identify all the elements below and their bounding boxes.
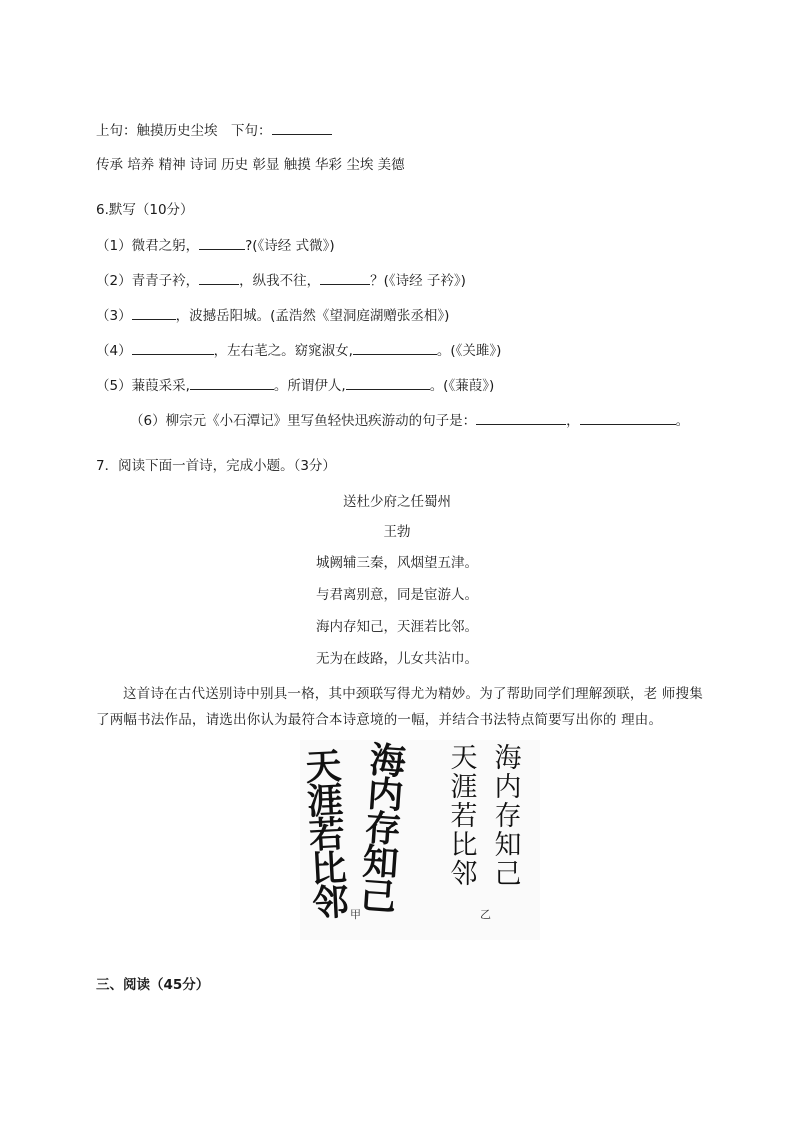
item-3-post: ，波撼岳阳城。(孟浩然《望洞庭湖赠张丞相》): [175, 308, 450, 324]
calligraphy-image: [300, 740, 540, 940]
item-4-mid: ，左右芼之。窈窕淑女,: [213, 343, 353, 359]
item-1-blank[interactable]: [199, 235, 245, 250]
item-2-post: ？(《诗经 子衿》): [370, 273, 466, 289]
item-5-blank-a[interactable]: [190, 375, 274, 390]
caption-jia: 甲: [350, 908, 361, 921]
q7-title: 7．阅读下面一首诗，完成小题。（3分）: [96, 458, 336, 474]
item-1-pre: （1）微君之躬，: [96, 238, 200, 254]
item-5-mid: 。所谓伊人,: [273, 378, 346, 394]
poem-line-3: 海内存知己，天涯若比邻。: [316, 619, 478, 635]
item-6-blank-a[interactable]: [476, 410, 566, 425]
item-5-post: 。(《蒹葭》): [429, 378, 495, 394]
item-1-post: ?(《诗经 式微》): [245, 238, 335, 254]
yi-left-column: 天 涯 若 比 邻: [450, 743, 478, 890]
item-2-blank-a[interactable]: [199, 270, 239, 285]
q6-item-5: [96, 375, 494, 396]
item-4-blank-a[interactable]: [132, 340, 214, 355]
q7-question-paragraph: 这首诗在古代送别诗中别具一格，其中颈联写得尤为精妙。为了帮助同学们理解颈联，老 师搜集了两幅书法作品，请选出你认为最符合本诗意境的一幅，并结合书法特点简要写出你的 理由。: [96, 686, 703, 728]
q6-item-2: [96, 270, 466, 291]
poem-author: 王勃: [383, 524, 411, 540]
item-2-mid: ，纵我不往，: [239, 273, 321, 289]
poem-line-4: 无为在歧路，儿女共沾巾。: [316, 651, 478, 667]
item-5-pre: （5）蒹葭采采,: [96, 378, 190, 394]
couplet-answer-blank[interactable]: [272, 120, 332, 135]
q6-item-1: [96, 235, 335, 256]
item-2-pre: （2）青青子衿，: [96, 273, 200, 289]
yi-right-column: 海 内 存 知 己: [494, 743, 522, 890]
section-3-heading: 三、阅读（45分）: [96, 977, 210, 993]
jia-right-column: 海 内 存 知 己: [358, 738, 408, 920]
item-4-post: 。(《关雎》): [436, 343, 502, 359]
caption-yi: 乙: [480, 908, 491, 921]
q6-title: 6.默写（10分）: [96, 202, 194, 218]
couplet-prompt-text: 上句：触摸历史尘埃 下句：: [96, 123, 272, 139]
q6-item-6: [130, 410, 689, 431]
item-3-pre: （3）: [96, 308, 132, 324]
couplet-prompt: [96, 120, 332, 141]
item-6-post: 。: [675, 413, 690, 429]
item-6-pre: （6）柳宗元《小石潭记》里写鱼轻快迅疾游动的句子是：: [130, 413, 477, 429]
jia-left-column: 天 涯 若 比 邻: [304, 745, 350, 925]
word-bank: 传承 培养 精神 诗词 历史 彰显 触摸 华彩 尘埃 美德: [96, 157, 405, 173]
item-6-blank-b[interactable]: [580, 410, 676, 425]
item-2-blank-b[interactable]: [320, 270, 370, 285]
item-3-blank[interactable]: [132, 305, 176, 320]
q6-item-4: [96, 340, 501, 361]
item-5-blank-b[interactable]: [346, 375, 430, 390]
q6-item-3: [96, 305, 449, 326]
poem-line-1: 城阙辅三秦，风烟望五津。: [316, 555, 478, 571]
poem-title: 送杜少府之任蜀州: [343, 494, 451, 510]
item-6-mid: ，: [566, 413, 580, 429]
poem-line-2: 与君离别意，同是宦游人。: [316, 587, 478, 603]
item-4-pre: （4）: [96, 343, 132, 359]
item-4-blank-b[interactable]: [353, 340, 437, 355]
